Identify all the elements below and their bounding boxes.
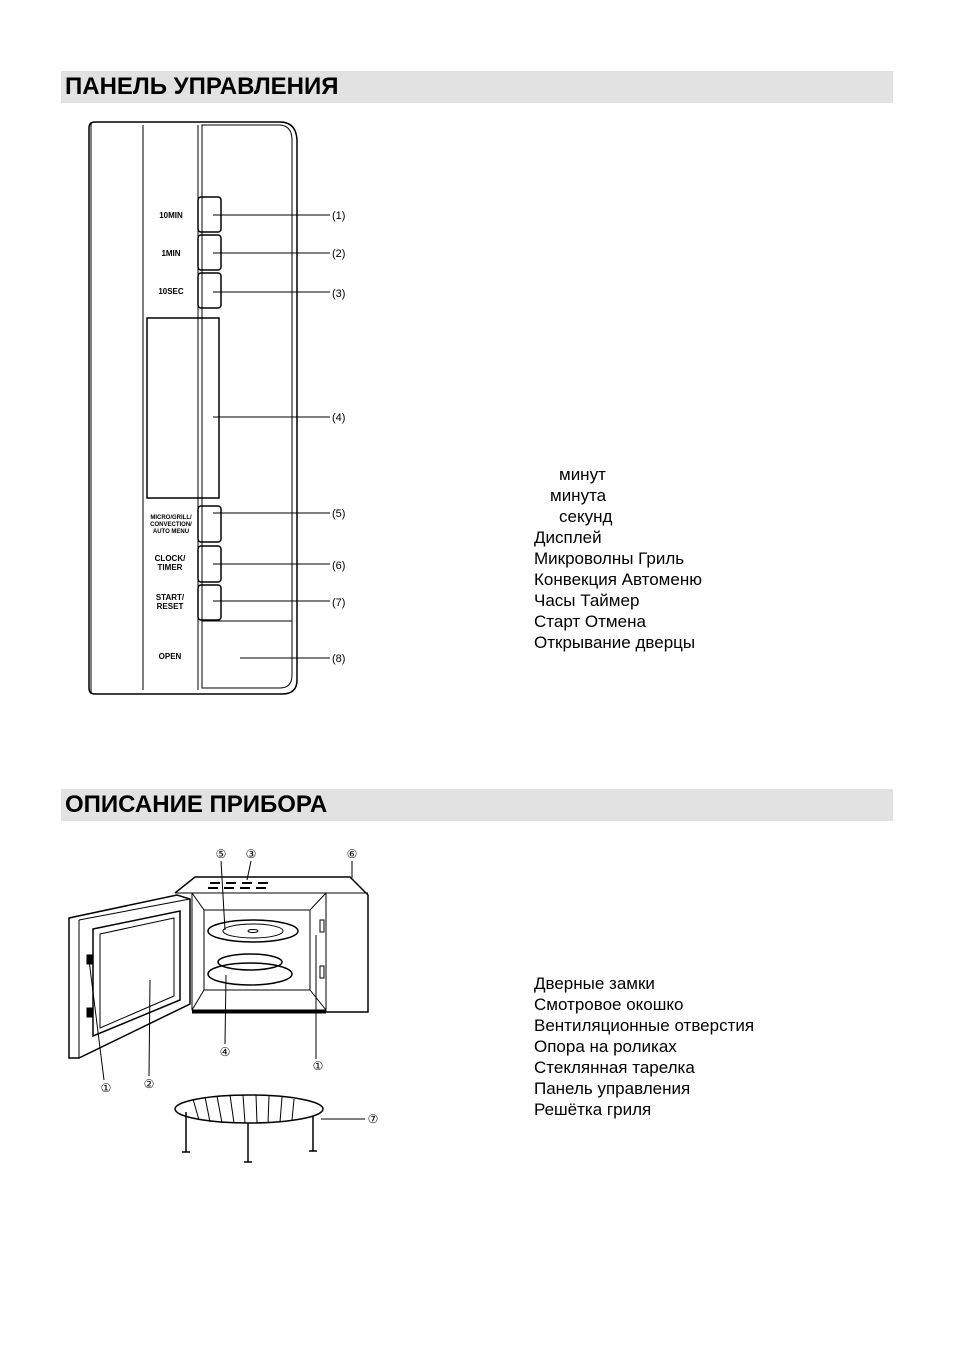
glass-plate xyxy=(208,920,298,942)
label-micro-1: MICRO/GRILL/ xyxy=(150,515,192,521)
label-micro-2: CONVECTION/ xyxy=(150,522,192,528)
callout-4: (4) xyxy=(332,412,346,424)
legend-item: Стеклянная тарелка xyxy=(534,1058,695,1077)
control-panel-diagram xyxy=(89,122,330,694)
label-10min: 10MIN xyxy=(159,211,183,220)
legend-item: Открывание дверцы xyxy=(534,633,696,652)
label-clock-2: TIMER xyxy=(157,563,183,572)
marker-panel-6: ⑥ xyxy=(346,847,358,861)
legend-item: Микроволны Гриль xyxy=(534,549,685,568)
label-open: OPEN xyxy=(158,652,182,661)
marker-window-2: ② xyxy=(143,1077,155,1091)
callout-5: (5) xyxy=(332,508,346,520)
legend-item: Панель управления xyxy=(534,1079,691,1098)
door-lock-top xyxy=(87,955,93,964)
control-panel-callouts xyxy=(332,210,345,665)
legend-item: секунд xyxy=(559,507,613,526)
marker-rack-7: ⑦ xyxy=(367,1112,379,1126)
label-10sec: 10SEC xyxy=(158,287,184,296)
marker-roller-4: ④ xyxy=(219,1045,231,1059)
button-start-reset xyxy=(198,585,221,620)
roller-support xyxy=(208,963,292,985)
grill-rack xyxy=(175,1095,323,1123)
legend-item: Дисплей xyxy=(534,528,602,547)
label-micro-3: AUTO MENU xyxy=(152,529,190,535)
marker-plate-5: ⑤ xyxy=(215,847,227,861)
appliance-description-heading-bar xyxy=(61,789,893,821)
legend-item: Вентиляционные отверстия xyxy=(534,1016,755,1035)
button-10sec xyxy=(198,273,221,308)
callout-1: (1) xyxy=(332,210,346,222)
marker-door-lock-1-right: ① xyxy=(312,1059,324,1073)
label-start-1: START/ xyxy=(155,593,185,602)
legend-item: Старт Отмена xyxy=(534,612,646,631)
legend-item: Смотровое окошко xyxy=(534,995,684,1014)
door-lock-bottom xyxy=(87,1008,93,1017)
button-micro-grill xyxy=(198,506,221,542)
label-clock-1: CLOCK/ xyxy=(154,554,186,563)
vent-holes xyxy=(208,883,268,888)
legend-item: Дверные замки xyxy=(534,974,655,993)
appliance-diagram xyxy=(69,861,368,1162)
legend-item: минута xyxy=(550,486,607,505)
appliance-legend xyxy=(534,973,754,1120)
legend-item: Опора на роликах xyxy=(534,1037,677,1056)
legend-item: Часы Таймер xyxy=(534,591,640,610)
callout-6: (6) xyxy=(332,560,346,572)
callout-7: (7) xyxy=(332,597,346,609)
control-panel-heading: ПАНЕЛЬ УПРАВЛЕНИЯ xyxy=(65,73,339,100)
marker-vents-3: ③ xyxy=(245,847,257,861)
control-panel-legend xyxy=(534,464,702,653)
door-window xyxy=(93,911,180,1036)
callout-8: (8) xyxy=(332,653,346,665)
legend-item: минут xyxy=(559,465,606,484)
legend-item: Конвекция Автоменю xyxy=(534,570,702,589)
display-window xyxy=(147,318,219,498)
callout-2: (2) xyxy=(332,248,346,260)
legend-item: Решётка гриля xyxy=(534,1100,652,1119)
appliance-description-heading: ОПИСАНИЕ ПРИБОРА xyxy=(65,791,328,818)
marker-door-lock-1-left: ① xyxy=(100,1081,112,1095)
appliance-markers xyxy=(101,847,379,1126)
callout-3: (3) xyxy=(332,288,346,300)
control-panel-button-labels xyxy=(150,211,192,661)
label-1min: 1MIN xyxy=(161,249,181,258)
label-start-2: RESET xyxy=(156,602,184,611)
